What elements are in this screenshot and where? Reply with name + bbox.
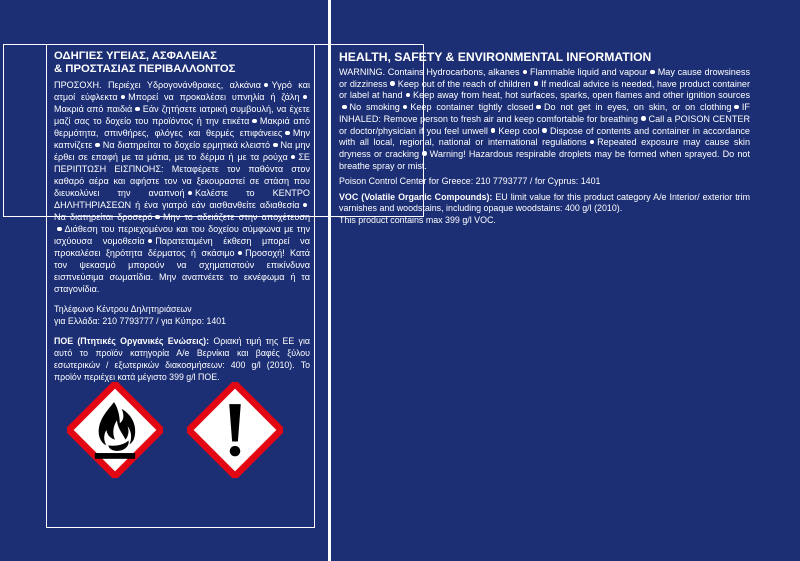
warning-statement: Keep cool bbox=[498, 125, 540, 136]
exclamation-mark-icon bbox=[187, 382, 283, 478]
warning-statement: ΠΡΟΣΟΧΗ. Περιέχει Υδρογονάνθρακες, αλκάνια bbox=[54, 80, 261, 90]
bullet-separator bbox=[273, 143, 278, 148]
bullet-separator bbox=[536, 105, 541, 110]
warning-statement: Εάν ζητήσετε ιατρική συμβουλή, να έχετε μαζί σας το δοχείο του προϊόντος ή την ετικέτα bbox=[54, 104, 310, 126]
bullet-separator bbox=[95, 143, 100, 148]
bullet-separator bbox=[734, 105, 739, 110]
warning-statement: Warning! Hazardous respirable droplets may be formed when sprayed. Do not breathe spray or mist. bbox=[339, 148, 750, 171]
bullet-separator bbox=[238, 251, 243, 256]
bullet-separator bbox=[390, 81, 395, 86]
warning-statement: Flammable liquid and vapour bbox=[530, 67, 648, 77]
bullet-separator bbox=[491, 128, 496, 133]
bullet-separator bbox=[57, 227, 62, 232]
bullet-separator bbox=[135, 107, 140, 112]
english-voc-contains: This product contains max 399 g/l VOC. bbox=[339, 214, 496, 225]
greek-info-content bbox=[54, 50, 310, 383]
warning-statement: Dispose of contents and container in accordance with all local, regional, national or international regulations bbox=[339, 125, 750, 148]
warning-statement: Καλέστε το ΚΕΝΤΡΟ ΔΗΛΗΤΗΡΙΑΣΕΩΝ ή ένα γιατρό εάν αισθανθείτε αδιαθεσία bbox=[54, 188, 310, 210]
bullet-separator bbox=[303, 203, 308, 208]
bullet-separator bbox=[422, 151, 427, 156]
bullet-separator bbox=[188, 191, 193, 196]
bullet-separator bbox=[342, 105, 347, 110]
bullet-separator bbox=[590, 140, 595, 145]
flame-icon bbox=[67, 382, 163, 478]
warning-statement: Μακριά από παιδιά bbox=[54, 104, 133, 114]
warning-statement: Repeated exposure may cause skin dryness or cracking bbox=[339, 137, 750, 159]
warning-statement: Υγρό και ατμοί εύφλεκτα bbox=[54, 80, 310, 102]
bullet-separator bbox=[155, 215, 160, 220]
warning-statement: Keep container tightly closed bbox=[410, 102, 534, 113]
greek-voc-text: Οριακή τιμή της ΕΕ για αυτό το προϊόν κατηγορία Α/e Βερνίκια και βαφές ξύλου εσωτερικών / εξωτερικών διακοσμήσεων: 400 g/l (2010). Το προϊόν περιέχει κατά μέγιστο 399 g/l ΠΟΕ. bbox=[54, 336, 310, 382]
greek-title bbox=[54, 50, 299, 75]
bullet-separator bbox=[291, 155, 296, 160]
warning-statement: WARNING. Contains Hydrocarbons, alkanes bbox=[339, 67, 520, 77]
bullet-separator bbox=[285, 131, 290, 136]
warning-statement: Do not get in eyes, on skin, or on clothing bbox=[543, 102, 732, 113]
greek-poison-center-line-2: για Ελλάδα: 210 7793777 / για Κύπρο: 1401 bbox=[54, 316, 227, 326]
warning-statement: No smoking bbox=[349, 102, 400, 113]
english-poison-center: Poison Control Center for Greece: 210 7793777 / for Cyprus: 1401 bbox=[339, 176, 601, 187]
greek-poison-center bbox=[54, 303, 310, 327]
warning-statement: May cause drowsiness or dizziness bbox=[339, 67, 750, 89]
english-title: HEALTH, SAFETY & ENVIRONMENTAL INFORMATION bbox=[339, 50, 652, 64]
bullet-separator bbox=[650, 70, 655, 75]
english-warning-text bbox=[339, 67, 750, 172]
warning-statement: Να διατηρείται το δοχείο ερμητικά κλειστό bbox=[102, 140, 271, 150]
english-voc-info bbox=[339, 192, 750, 227]
bullet-separator bbox=[403, 105, 408, 110]
warning-statement: Μακριά από θερμότητα, σπινθήρες, φλόγες και θερμές επιφάνειες bbox=[54, 116, 311, 138]
greek-title-line-2: & ΠΡΟΣΤΑΣΙΑΣ ΠΕΡΙΒΑΛΛΟΝΤΟΣ bbox=[54, 62, 236, 75]
bullet-separator bbox=[542, 128, 547, 133]
warning-statement: Keep out of the reach of children bbox=[397, 78, 531, 89]
bullet-separator bbox=[252, 119, 257, 124]
warning-statement: Προσοχή! Κατά τον ψεκασμό μπορούν να σχηματιστούν επικίνδυνα εισπνεύσιμα σωματίδια. Μην αναπνέετε το εκνέφωμα ή τα σταγονίδια. bbox=[54, 248, 310, 294]
bullet-separator bbox=[406, 93, 411, 98]
greek-warning-text bbox=[54, 79, 310, 295]
warning-statement: Να μην έρθει σε επαφή με τα μάτια, με το δέρμα ή με τα ρούχα bbox=[54, 140, 310, 162]
bullet-separator bbox=[121, 95, 126, 100]
warning-statement: Να διατηρείται δροσερό bbox=[54, 212, 153, 222]
warning-statement: Διάθεση του περιεχομένου και του δοχείου σύμφωνα με την ισχύουσα νομοθεσία bbox=[54, 224, 310, 246]
warning-statement: Παρατεταμένη έκθεση μπορεί να προκαλέσει ξηρότητα δέρματος ή σκάσιμο bbox=[54, 236, 310, 258]
bullet-separator bbox=[264, 83, 269, 88]
warning-statement: If medical advice is needed, have product container or label at hand bbox=[339, 78, 750, 101]
english-voc-label: VOC (Volatile Organic Compounds): bbox=[339, 191, 493, 202]
exclamation-dot bbox=[230, 446, 241, 457]
bullet-separator bbox=[523, 70, 528, 75]
english-info-content bbox=[339, 50, 750, 226]
english-voc-line bbox=[339, 192, 750, 215]
flame-pictogram-diamond bbox=[69, 384, 161, 476]
bullet-separator bbox=[641, 116, 646, 121]
greek-poison-center-line-1: Τηλέφωνο Κέντρου Δηλητηριάσεων bbox=[54, 304, 192, 314]
bullet-separator bbox=[303, 95, 308, 100]
warning-statement: ΣΕ ΠΕΡΙΠΤΩΣΗ ΕΙΣΠΝΟΗΣ: Μεταφέρετε τον παθόντα στον καθαρό αέρα και αφήστε τον να ξεκουραστεί σε στάση που διευκολύνει την αναπνοή bbox=[54, 152, 310, 198]
warning-statement: Μπορεί να προκαλέσει υπνηλία ή ζάλη bbox=[128, 92, 300, 102]
bullet-separator bbox=[534, 81, 539, 86]
english-voc-text: EU limit value for this product category A/e Interior/ exterior trim varnishes and woodstains, including opaque woodstains: 400 g/l (2010). bbox=[339, 191, 750, 214]
greek-voc-label: ΠΟΕ (Πτητικές Οργανικές Ενώσεις): bbox=[54, 336, 210, 346]
warning-statement: Call a POISON CENTER or doctor/physician if you feel unwell bbox=[339, 113, 751, 136]
warning-statement: Keep away from heat, hot surfaces, sparks, open flames and other ignition sources bbox=[413, 90, 750, 101]
bullet-separator bbox=[148, 239, 153, 244]
warning-statement: IF INHALED: Remove person to fresh air and keep comfortable for breathing bbox=[339, 102, 750, 124]
greek-title-line-1: ΟΔΗΓΙΕΣ ΥΓΕΙΑΣ, ΑΣΦΑΛΕΙΑΣ bbox=[54, 50, 217, 62]
flame-ground-bar bbox=[95, 453, 135, 459]
greek-voc-info bbox=[54, 335, 310, 383]
warning-statement: Μην το αδειάζετε στην αποχέτευση bbox=[162, 212, 311, 222]
warning-statement: Μην καπνίζετε bbox=[54, 128, 310, 150]
